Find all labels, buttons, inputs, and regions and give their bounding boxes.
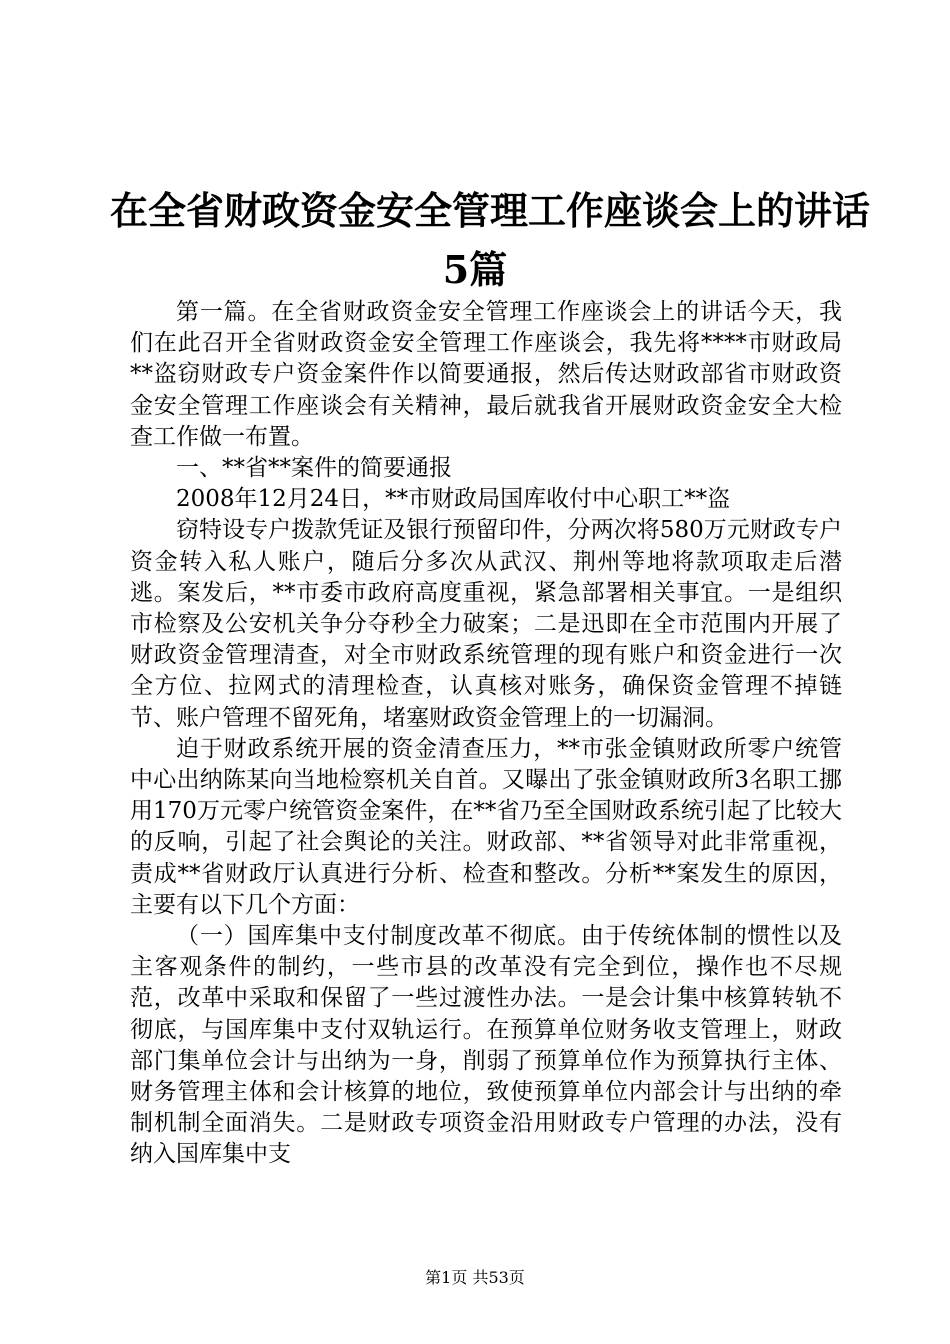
document-title: 在全省财政资金安全管理工作座谈会上的讲话 xyxy=(110,188,871,233)
paragraph-cause-one: （一）国库集中支付制度改革不彻底。由于传统体制的惯性以及主客观条件的制约，一些市县的改革没有完全到位，操作也不尽规范，改革中采取和保留了一些过渡性办法。一是会计集中核算转轨不彻底，与国库集中支付双轨运行。在预算单位财务收支管理上，财政部门集单位会计与出纳为一身，削弱了预算单位作为预算执行主体、财务管理主体和会计核算的地位，致使预算单位内部会计与出纳的牵制机制全面消失。二是财政专项资金沿用财政专户管理的办法，没有纳入国库集中支 xyxy=(130,923,842,1168)
page-number-footer: 第1页 共53页 xyxy=(425,1268,525,1287)
paragraph-intro: 第一篇。在全省财政资金安全管理工作座谈会上的讲话今天，我们在此召开全省财政资金安全管理工作座谈会，我先将****市财政局**盗窃财政专户资金案件作以简要通报，然后传达财政部省市财政资金安全管理工作座谈会有关精神，最后就我省开展财政资金安全大检查工作做一布置。 xyxy=(130,299,842,450)
document-body xyxy=(130,297,842,1171)
paragraph-case-details: 窃特设专户拨款凭证及银行预留印件，分两次将580万元财政专户资金转入私人账户，随后分多次从武汉、荆州等地将款项取走后潜逃。案发后，**市委市政府高度重视，紧急部署相关事宜。一是组织市检察及公安机关争分夺秒全力破案；二是迅即在全市范围内开展了财政资金管理清查，对全市财政系统管理的现有账户和资金进行一次全方位、拉网式的清理检查，认真核对账务，确保资金管理不掉链节、账户管理不留死角，堵塞财政资金管理上的一切漏洞。 xyxy=(130,517,842,731)
paragraph-date-line: 2008年12月24日，**市财政局国库收付中心职工**盗 xyxy=(176,486,731,513)
section-heading: 一、**省**案件的简要通报 xyxy=(176,455,452,482)
paragraph-case-followup: 迫于财政系统开展的资金清查压力，**市张金镇财政所零户统管中心出纳陈某向当地检察机关自首。又曝出了张金镇财政所3名职工挪用170万元零户统管资金案件，在**省乃至全国财政系统引起了比较大的反响，引起了社会舆论的关注。财政部、**省领导对此非常重视，责成**省财政厅认真进行分析、检查和整改。分析**案发生的原因，主要有以下几个方面： xyxy=(130,735,842,918)
document-title-suffix: 5篇 xyxy=(442,247,508,292)
